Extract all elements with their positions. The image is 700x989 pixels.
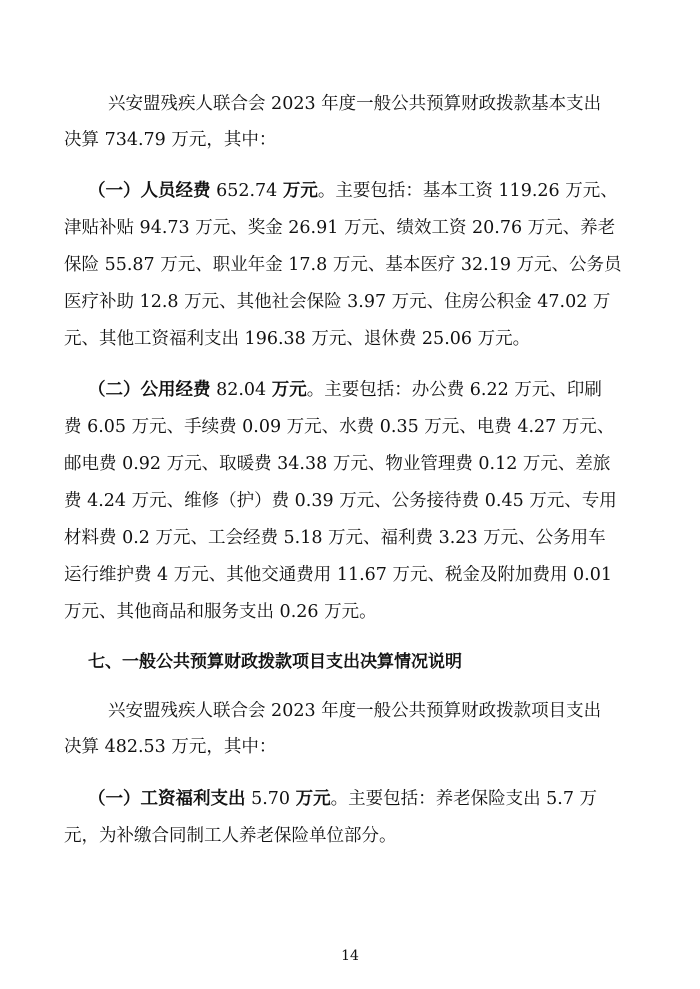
page-number: 14 [341,948,359,964]
wage-welfare-unit: 万元 [295,789,331,809]
public-expense-label: （二）公用经费 [88,380,211,400]
para4-line1: 兴安盟残疾人联合会 2023 年度一般公共预算财政拨款项目支出 [108,701,602,721]
para5-line1 [88,788,597,810]
personnel-expense-text: 。主要包括：基本工资 119.26 万元、 [317,181,618,201]
para3-line6: 运行维护费 4 万元、其他交通费用 11.67 万元、税金及附加费用 0.01 [64,565,613,585]
wage-welfare-text: 。主要包括：养老保险支出 5.7 万 [330,789,598,809]
para3-line7: 万元、其他商品和服务支出 0.26 万元。 [64,602,377,622]
para3-line3: 邮电费 0.92 万元、取暖费 34.38 万元、物业管理费 0.12 万元、差旅 [64,454,611,474]
wage-welfare-amount: 5.70 [245,789,296,809]
para2-line3: 保险 55.87 万元、职业年金 17.8 万元、基本医疗 32.19 万元、公务员 [64,255,622,275]
personnel-expense-label: （一）人员经费 [88,181,211,201]
para2-line2: 津贴补贴 94.73 万元、奖金 26.91 万元、绩效工资 20.76 万元、养老 [64,218,616,238]
public-expense-text: 。主要包括：办公费 6.22 万元、印刷 [306,380,602,400]
personnel-expense-unit: 万元 [282,181,318,201]
wage-welfare-label: （一）工资福利支出 [88,789,246,809]
para2-line1 [88,180,618,202]
para1-line2: 决算 734.79 万元，其中： [64,130,277,150]
para2-line5: 元、其他工资福利支出 196.38 万元、退休费 25.06 万元。 [64,329,531,349]
para3-line2: 费 6.05 万元、手续费 0.09 万元、水费 0.35 万元、电费 4.27 万元、 [64,417,615,437]
para3-line4: 费 4.24 万元、维修（护）费 0.39 万元、公务接待费 0.45 万元、专用 [64,491,617,511]
para2-line4: 医疗补助 12.8 万元、其他社会保险 3.97 万元、住房公积金 47.02 万 [64,292,611,312]
para3-line5: 材料费 0.2 万元、工会经费 5.18 万元、福利费 3.23 万元、公务用车 [64,528,606,548]
para1-line1: 兴安盟残疾人联合会 2023 年度一般公共预算财政拨款基本支出 [108,94,602,114]
para5-line2: 元，为补缴合同制工人养老保险单位部分。 [64,826,397,846]
public-expense-amount: 82.04 [210,380,272,400]
para4-line2: 决算 482.53 万元，其中： [64,737,277,757]
personnel-expense-amount: 652.74 [210,181,283,201]
section-heading-7: 七、一般公共预算财政拨款项目支出决算情况说明 [88,652,462,672]
public-expense-unit: 万元 [271,380,307,400]
para3-line1 [88,379,602,401]
